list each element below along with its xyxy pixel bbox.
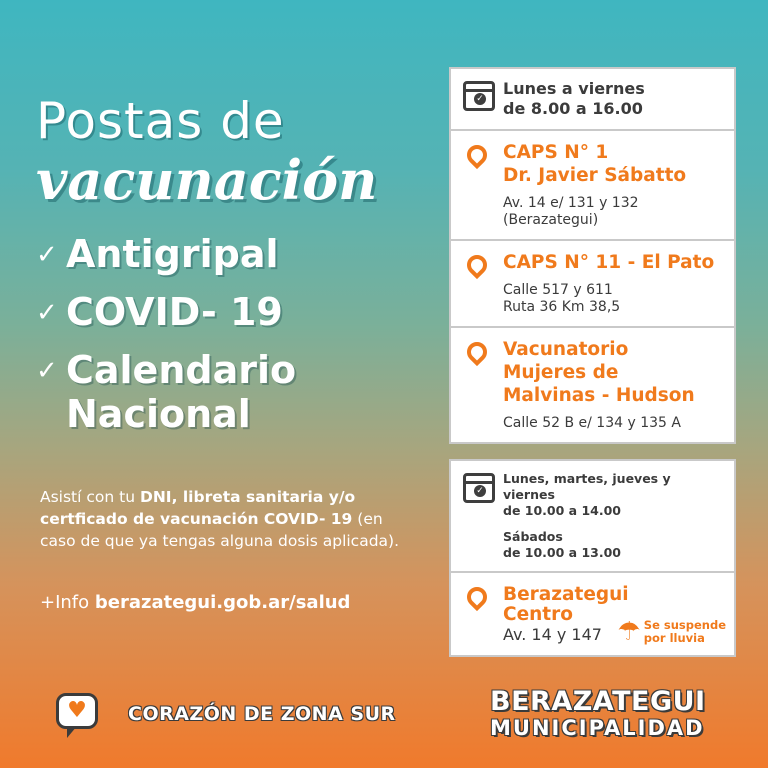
schedule-section (451, 69, 734, 131)
info-line: +Info berazategui.gob.ar/salud (40, 592, 351, 613)
vaccine-label: COVID- 19 (66, 290, 283, 334)
title-line2: vacunación (36, 148, 378, 212)
schedule-days: Sábados (503, 529, 563, 544)
brand-subtitle: MUNICIPALIDAD (490, 716, 705, 740)
location-item (451, 131, 734, 241)
location-name: Malvinas - Hudson (503, 385, 695, 406)
rain-notice: ☂ Se suspende por lluvia (617, 617, 726, 647)
location-address: Av. 14 e/ 131 y 132 (Berazategui) (503, 195, 639, 228)
brand-name: BERAZATEGUI (490, 686, 706, 717)
schedule-hours: de 10.00 a 14.00 (503, 503, 621, 518)
schedule-section (451, 461, 734, 573)
vaccine-item (36, 348, 296, 436)
location-name: Centro (503, 604, 573, 625)
slogan: CORAZÓN DE ZONA SUR (128, 703, 396, 725)
location-pin-icon (463, 141, 491, 169)
calendar-icon: ✓ (463, 473, 495, 503)
check-icon: ✓ (36, 298, 58, 328)
schedule-days: Lunes, martes, jueves y viernes (503, 471, 671, 502)
location-pin-icon (463, 251, 491, 279)
location-pin-icon (463, 583, 491, 611)
schedule-hours: de 8.00 a 16.00 (503, 99, 643, 118)
location-name: Berazategui (503, 584, 629, 605)
location-name: CAPS N° 1 (503, 142, 609, 163)
heart-chat-icon: ♥ (56, 693, 98, 729)
location-pin-icon (463, 338, 491, 366)
umbrella-icon: ☂ (617, 617, 641, 647)
schedule-card-centro (449, 459, 736, 657)
info-link[interactable]: berazategui.gob.ar/salud (94, 592, 351, 613)
calendar-icon: ✓ (463, 81, 495, 111)
location-item (451, 328, 734, 442)
location-address: Calle 52 B e/ 134 y 135 A (503, 415, 681, 431)
location-name: Vacunatorio (503, 339, 629, 360)
schedule-days: Lunes a viernes (503, 79, 645, 98)
vaccine-item (36, 290, 296, 334)
vaccine-label: Nacional (66, 392, 251, 436)
check-icon: ✓ (36, 356, 58, 386)
location-item (451, 573, 734, 655)
vaccine-item (36, 232, 296, 276)
location-address: Av. 14 y 147 (503, 625, 602, 644)
location-name: Dr. Javier Sábatto (503, 165, 687, 186)
check-icon: ✓ (36, 240, 58, 270)
requirements-note: Asistí con tu DNI, libreta sanitaria y/o certficado de vacunación COVID- 19 (en caso de que ya tengas alguna dosis aplicada). (40, 488, 400, 550)
schedule-hours: de 10.00 a 13.00 (503, 545, 621, 560)
location-name: CAPS N° 11 - El Pato (503, 252, 715, 273)
vaccine-label: Antigripal (66, 232, 279, 276)
requirements-bold: DNI, libreta sanitaria y/o certficado de vacunación COVID- 19 (40, 488, 356, 528)
location-address: Calle 517 y 611 Ruta 36 Km 38,5 (503, 282, 621, 315)
schedule-card-weekdays (449, 67, 736, 444)
location-item (451, 241, 734, 328)
title-line1: Postas de (36, 92, 285, 150)
vaccine-label: Calendario (66, 348, 297, 392)
location-name: Mujeres de (503, 362, 619, 383)
vaccine-list (36, 232, 296, 450)
